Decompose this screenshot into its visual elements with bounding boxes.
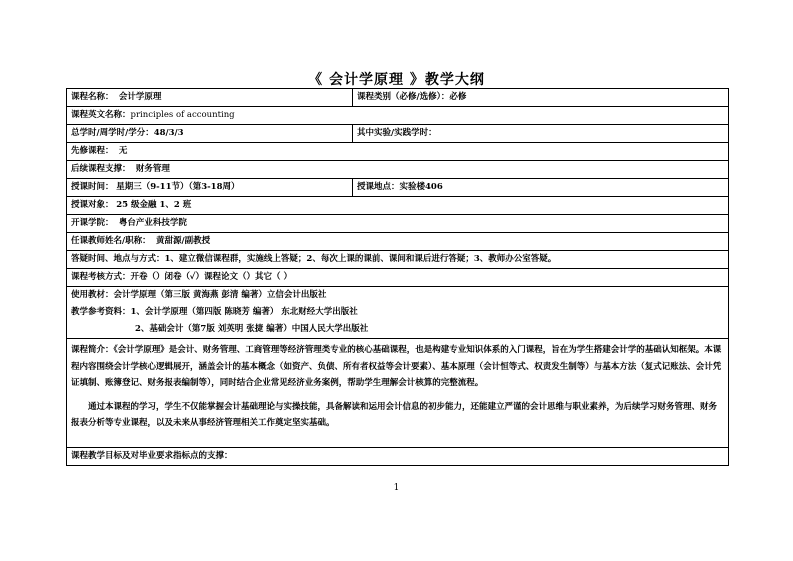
course-intro-cell bbox=[67, 339, 729, 448]
row-intro bbox=[67, 339, 729, 448]
reference-1: 教学参考资料：1、会计学原理（第四版 陈晓芳 编著） 东北财经大学出版社 bbox=[71, 307, 358, 317]
time-cell bbox=[67, 179, 353, 197]
experiment-hours: 其中实验/实践学时： bbox=[353, 125, 729, 143]
teacher-value: 黄甜源/副教授 bbox=[156, 236, 211, 246]
hours-credits: 总学时/周学时/学分：48/3/3 bbox=[67, 125, 353, 143]
english-name-cell bbox=[67, 107, 729, 125]
row-followup bbox=[67, 161, 729, 179]
location-cell bbox=[353, 179, 729, 197]
english-name-label: 课程英文名称： bbox=[71, 110, 131, 120]
textbook: 使用教材：会计学原理（第三版 黄海燕 彭清 编著）立信会计出版社 bbox=[71, 290, 327, 300]
course-intro-paragraph-1: 课程简介：《会计学原理》是会计、财务管理、工商管理等经济管理类专业的核心基础课程，也是构建专业知识体系的入门课程，旨在为学生搭建会计学的基础认知框架。本课程内容围绕会计学核心逻辑展开，涵盖会计的基本概念（如资产、负债、所有者权益等会计要素）、基本原理（会计恒等式、权责发生制等）与基本方法（复式记账法、会计凭证填制、账簿登记、财务报表编制等），同时结合企业常见经济业务案例，帮助学生理解会计核算的完整流程。 bbox=[71, 345, 722, 388]
college-value: 粤台产业科技学院 bbox=[118, 218, 187, 228]
course-name-value: 会计学原理 bbox=[118, 92, 162, 102]
teacher-label: 任课教师姓名/职称： bbox=[71, 236, 151, 246]
english-name-value: principles of accounting bbox=[130, 110, 235, 120]
followup-value: 财务管理 bbox=[135, 164, 170, 174]
students-label: 授课对象： bbox=[71, 200, 114, 210]
row-qa bbox=[67, 251, 729, 269]
row-teacher bbox=[67, 233, 729, 251]
time-value: 星期三（9-11节）（第3-18周） bbox=[116, 182, 240, 192]
row-college bbox=[67, 215, 729, 233]
row-prereq bbox=[67, 143, 729, 161]
followup-cell bbox=[67, 161, 729, 179]
qa-info: 答疑时间、地点与方式：1、建立微信课程群，实施线上答疑；2、每次上课的课前、课间和课后进行答疑；3、教师办公室答疑。 bbox=[67, 251, 729, 269]
page-number: 1 bbox=[393, 483, 400, 493]
row-assessment bbox=[67, 269, 729, 287]
reference-2: 2、基础会计（第7版 刘英明 张捷 编著）中国人民大学出版社 bbox=[135, 324, 369, 334]
course-name-cell bbox=[67, 89, 353, 107]
location-value: 实验楼406 bbox=[399, 182, 443, 192]
college-cell bbox=[67, 215, 729, 233]
row-students bbox=[67, 197, 729, 215]
syllabus-table bbox=[66, 88, 729, 466]
prereq-cell bbox=[67, 143, 729, 161]
document-title: 《 会计学原理 》教学大纲 bbox=[308, 72, 485, 88]
time-label: 授课时间： bbox=[71, 182, 114, 192]
row-hours bbox=[67, 125, 729, 143]
students-cell bbox=[67, 197, 729, 215]
assessment-method: 课程考核方式：开卷（）闭卷（✓）课程论文（）其它（ ） bbox=[67, 269, 729, 287]
row-course-name bbox=[67, 89, 729, 107]
row-materials bbox=[67, 287, 729, 339]
course-category: 课程类别（必修/选修）：必修 bbox=[353, 89, 729, 107]
row-english-name bbox=[67, 107, 729, 125]
objectives-heading: 课程教学目标及对毕业要求指标点的支撑： bbox=[67, 447, 729, 465]
students-value: 25 级金融 1、2 班 bbox=[116, 200, 192, 210]
location-label: 授课地点： bbox=[357, 182, 400, 192]
row-time-location bbox=[67, 179, 729, 197]
prereq-value: 无 bbox=[118, 146, 128, 156]
teacher-cell bbox=[67, 233, 729, 251]
materials-cell bbox=[67, 287, 729, 339]
course-name-label: 课程名称： bbox=[71, 92, 114, 102]
course-intro-paragraph-2: 通过本课程的学习，学生不仅能掌握会计基础理论与实操技能，具备解读和运用会计信息的初步能力，还能建立严谨的会计思维与职业素养，为后续学习财务管理、财务报表分析等专业课程，以及未来从事经济管理相关工作奠定坚实基础。 bbox=[71, 401, 718, 428]
prereq-label: 先修课程： bbox=[71, 146, 114, 156]
row-objectives bbox=[67, 447, 729, 465]
followup-label: 后续课程支撑： bbox=[71, 164, 131, 174]
college-label: 开课学院： bbox=[71, 218, 114, 228]
